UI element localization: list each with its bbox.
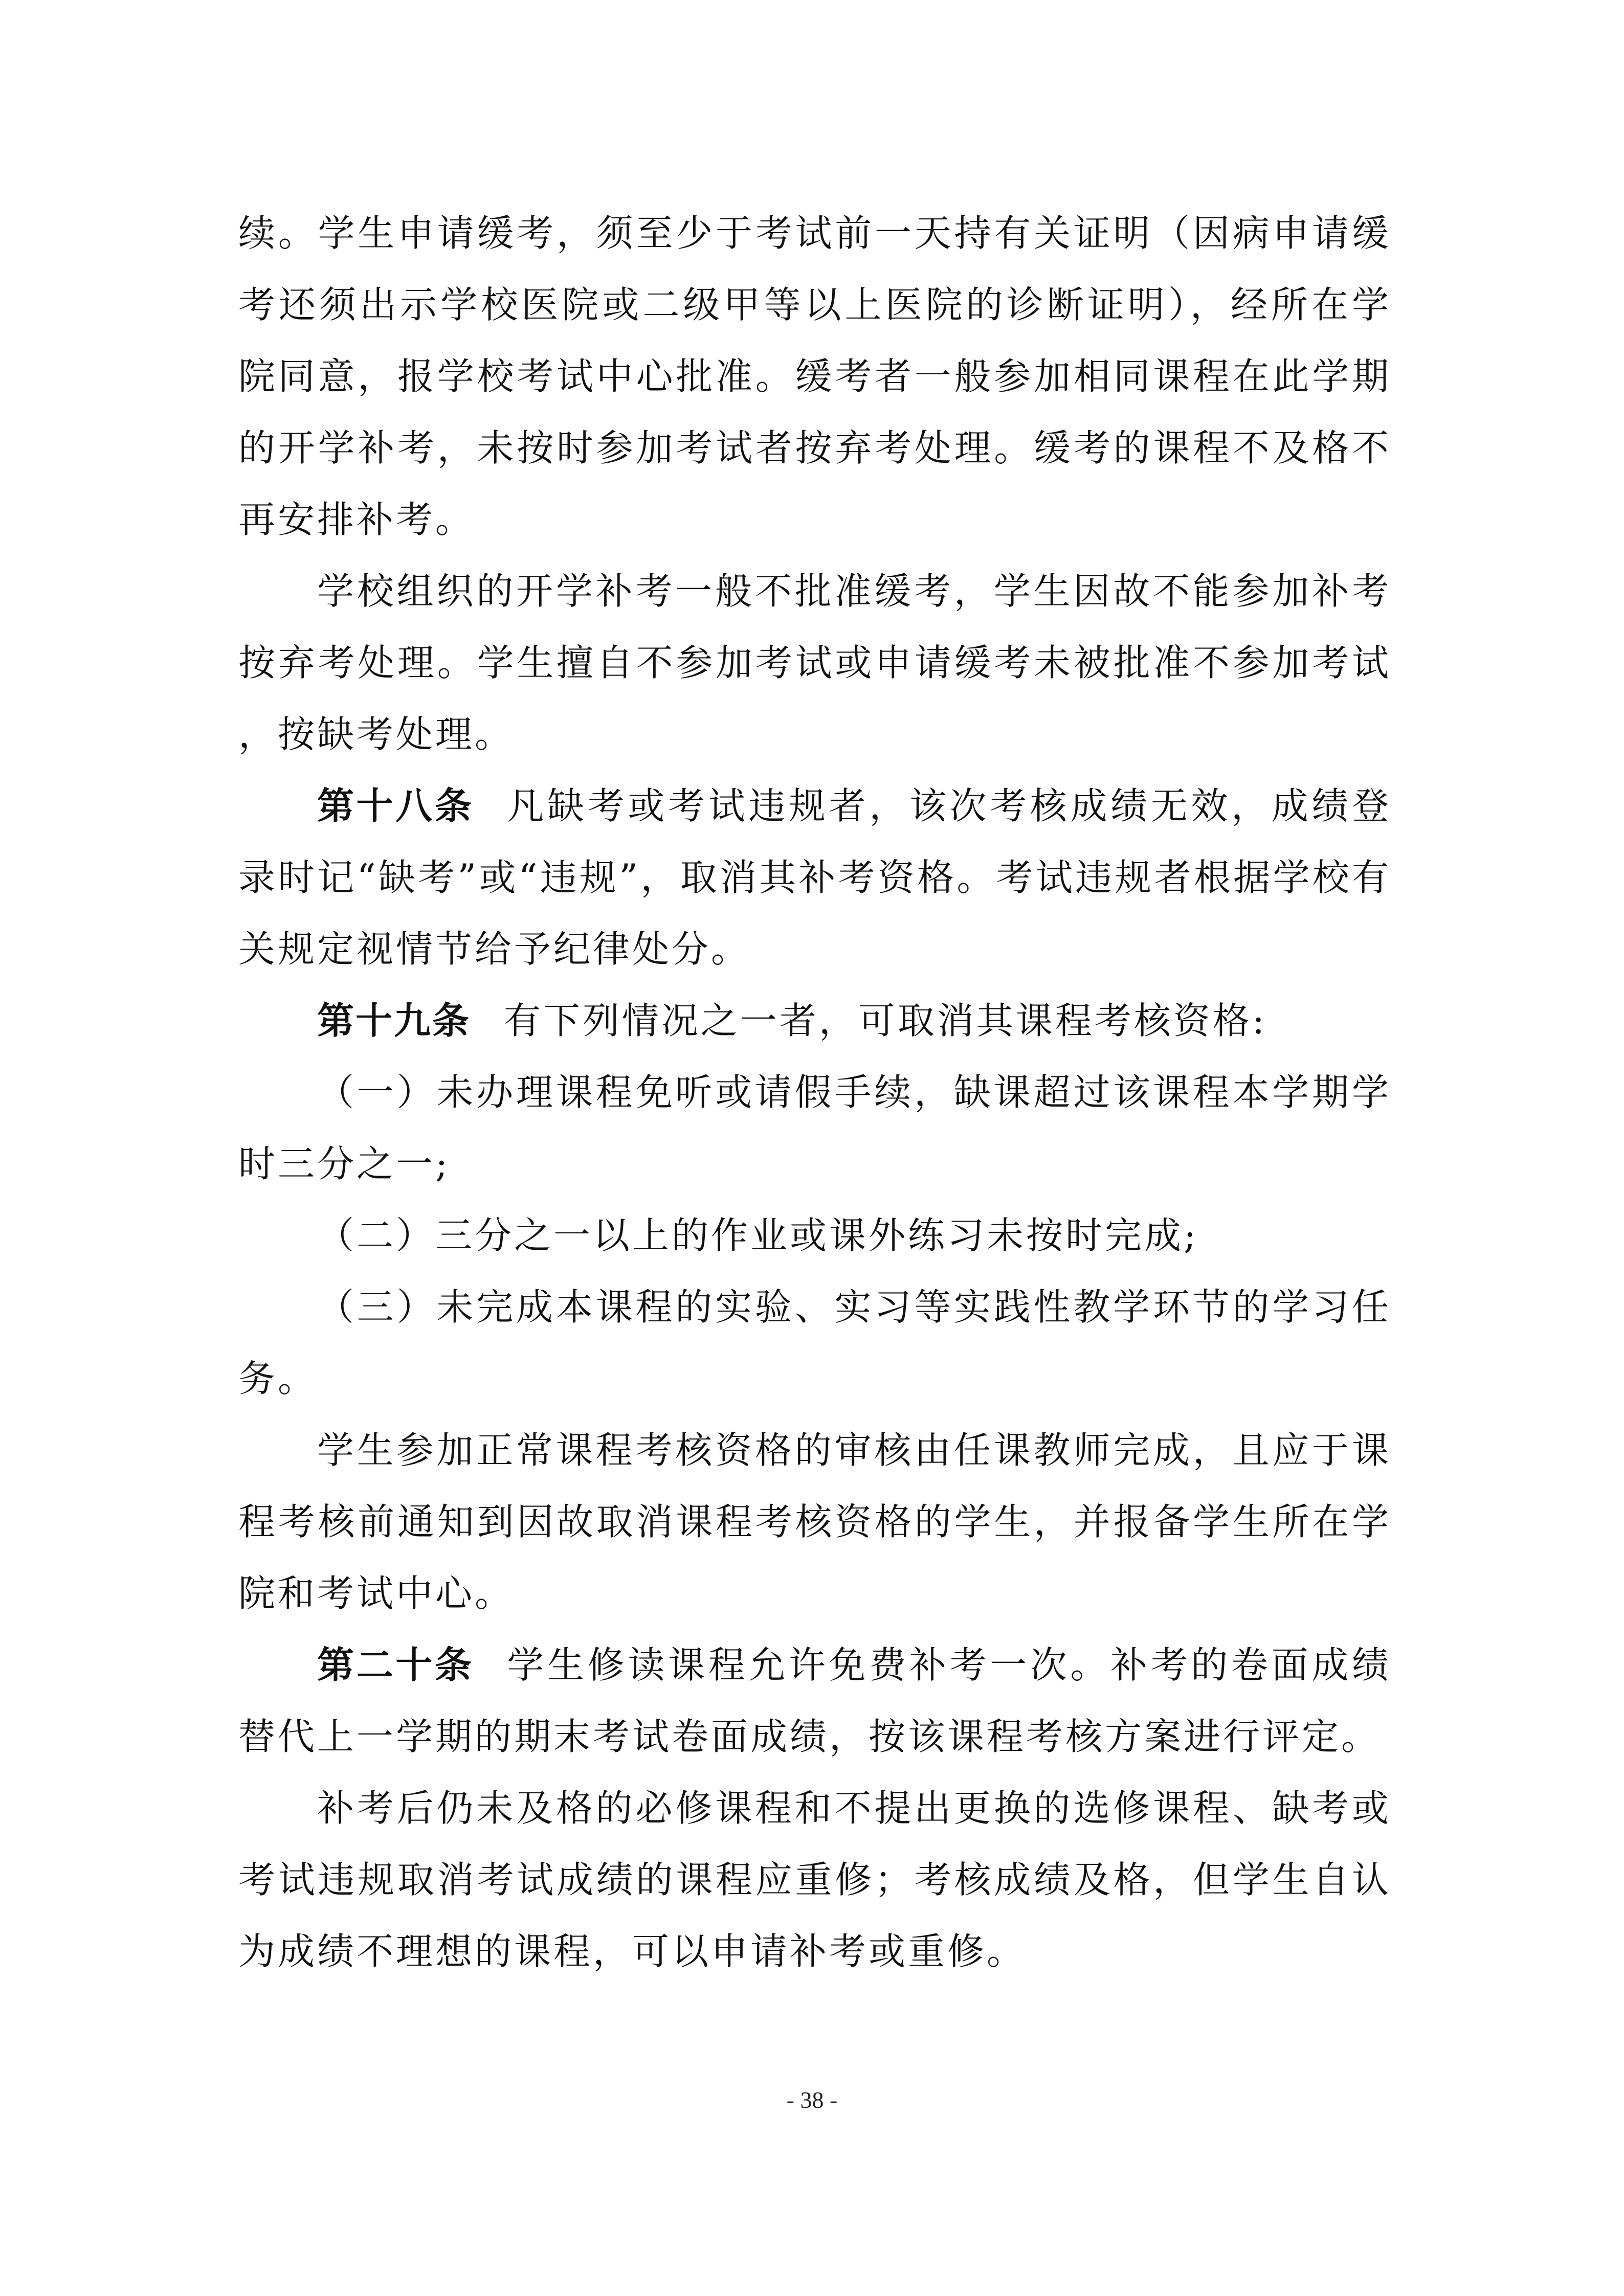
paragraph-retake [238, 1772, 1391, 1987]
page-number: - 38 - [786, 2087, 838, 2113]
list-item-3 [238, 1271, 1391, 1414]
paragraph-text: （一）未办理课程免听或请假手续，缺课超过该课程本学期学时三分之一; [238, 1071, 1391, 1185]
list-item-1 [238, 1056, 1391, 1200]
paragraph-text: 学生修读课程允许免费补考一次。补考的卷面成绩替代上一学期的期末考试卷面成绩，按该课程考核方案进行评定。 [238, 1644, 1391, 1758]
article-20 [238, 1629, 1391, 1772]
paragraph-continuation [238, 197, 1391, 555]
paragraph-text: 有下列情况之一者，可取消其课程考核资格: [503, 999, 1267, 1042]
paragraph-text: （三）未完成本课程的实验、实习等实践性教学环节的学习任务。 [238, 1286, 1391, 1400]
paragraph-text: 学生参加正常课程考核资格的审核由任课教师完成，且应于课程考核前通知到因故取消课程考核资格的学生，并报备学生所在学院和考试中心。 [238, 1429, 1391, 1615]
article-19 [238, 985, 1391, 1056]
paragraph-qualification-review [238, 1414, 1391, 1629]
paragraph-text: 学校组织的开学补考一般不批准缓考，学生因故不能参加补考按弃考处理。学生擅自不参加考试或申请缓考未被批准不参加考试，按缺考处理。 [238, 570, 1391, 756]
article-label: 第十八条 [317, 784, 474, 827]
paragraph-makeup-exam [238, 555, 1391, 770]
paragraph-text: 补考后仍未及格的必修课程和不提出更换的选修课程、缺考或考试违规取消考试成绩的课程应重修；考核成绩及格，但学生自认为成绩不理想的课程，可以申请补考或重修。 [238, 1787, 1391, 1973]
body-text [238, 197, 1391, 1987]
paragraph-text: 凡缺考或考试违规者，该次考核成绩无效，成绩登录时记“缺考”或“违规”，取消其补考资格。考试违规者根据学校有关规定视情节给予纪律处分。 [238, 784, 1391, 971]
article-18 [238, 770, 1391, 985]
list-item-2 [238, 1200, 1391, 1271]
article-label: 第十九条 [317, 999, 471, 1042]
paragraph-text: （二）三分之一以上的作业或课外练习未按时完成; [317, 1214, 1199, 1257]
paragraph-text: 续。学生申请缓考，须至少于考试前一天持有关证明（因病申请缓考还须出示学校医院或二级甲等以上医院的诊断证明），经所在学院同意，报学校考试中心批准。缓考者一般参加相同课程在此学期的开学补考，未按时参加考试者按弃考处理。缓考的课程不及格不再安排补考。 [238, 212, 1391, 541]
article-label: 第二十条 [317, 1643, 474, 1686]
